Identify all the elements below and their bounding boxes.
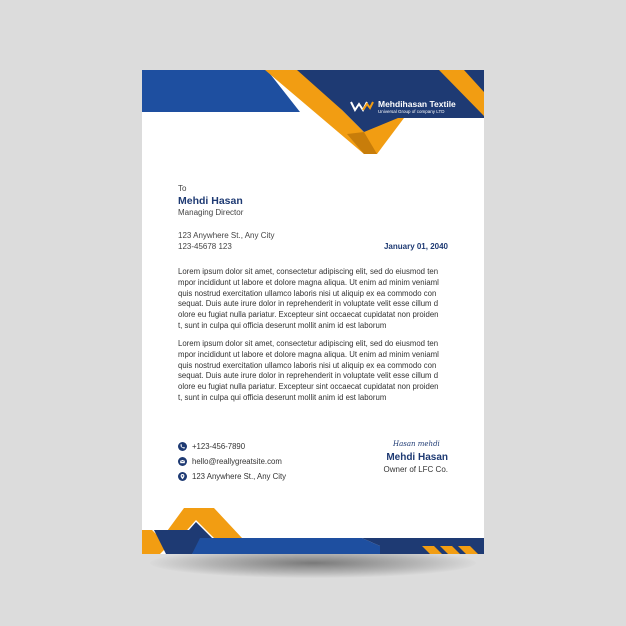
letterhead-page [142, 70, 484, 554]
recipient-address: 123 Anywhere St., Any City [178, 231, 275, 240]
footer-decoration [142, 508, 484, 554]
handwritten-signature: Hasan mehdi [393, 440, 440, 448]
paragraph-line: sequat. Duis aute irure dolor in reprehenderit in voluptate velit esse cillum d [178, 299, 439, 309]
paragraph-line: t, sunt in culpa qui officia deserunt mollit anim id est laborum [178, 320, 387, 330]
recipient-title: Managing Director [178, 208, 244, 217]
body-paragraph-2 [178, 339, 450, 404]
location-pin-icon [178, 472, 187, 481]
paragraph-line: mpor incididunt ut labore et dolore magna aliqua. Ut enim ad minim veniaml [178, 277, 439, 287]
signer-name: Mehdi Hasan [386, 452, 448, 463]
contact-phone [178, 442, 245, 451]
brand-block [378, 99, 456, 115]
phone-icon [178, 442, 187, 451]
contact-address-text: 123 Anywhere St., Any City [192, 472, 287, 481]
paragraph-line: t, sunt in culpa qui officia deserunt mollit anim id est laborum [178, 392, 387, 402]
paragraph-line: quis nostrud exercitation ullamco laboris nisi ut aliquip ex ea commodo con [178, 360, 437, 370]
paragraph-line: sequat. Duis aute irure dolor in reprehenderit in voluptate velit esse cillum d [178, 371, 439, 381]
recipient-name: Mehdi Hasan [178, 195, 243, 207]
header-decoration [142, 70, 484, 160]
footer-blue-band [192, 538, 380, 554]
paragraph-line: Lorem ipsum dolor sit amet, consectetur adipiscing elit, sed do eiusmod ten [178, 267, 439, 276]
paragraph-line: mpor incididunt ut labore et dolore magna aliqua. Ut enim ad minim veniaml [178, 349, 439, 359]
w-wave-logo-icon [350, 98, 374, 112]
brand-name: Mehdihasan Textile [378, 99, 456, 109]
paragraph-line: quis nostrud exercitation ullamco laboris nisi ut aliquip ex ea commodo con [178, 288, 437, 298]
contact-email-text[interactable]: hello@reallygreatsite.com [192, 457, 282, 466]
paragraph-line: olore eu fugiat nulla pariatur. Excepteur sint occaecat cupidatat non proiden [178, 382, 439, 392]
letter-date: January 01, 2040 [383, 242, 448, 251]
contact-address [178, 472, 286, 481]
paragraph-line: olore eu fugiat nulla pariatur. Excepteur sint occaecat cupidatat non proiden [178, 310, 439, 320]
body-paragraph-1 [178, 267, 450, 332]
brand-tagline: Universal Group of company LTD [378, 109, 445, 114]
footer-navy-right-band [362, 538, 484, 546]
paragraph-line: Lorem ipsum dolor sit amet, consectetur adipiscing elit, sed do eiusmod ten [178, 339, 439, 348]
mail-icon [178, 457, 187, 466]
contact-email [178, 457, 282, 466]
contact-phone-text: +123-456-7890 [192, 442, 246, 451]
recipient-phone: 123-45678 123 [178, 242, 232, 251]
signer-role: Owner of LFC Co. [383, 465, 448, 474]
to-label: To [178, 184, 187, 193]
